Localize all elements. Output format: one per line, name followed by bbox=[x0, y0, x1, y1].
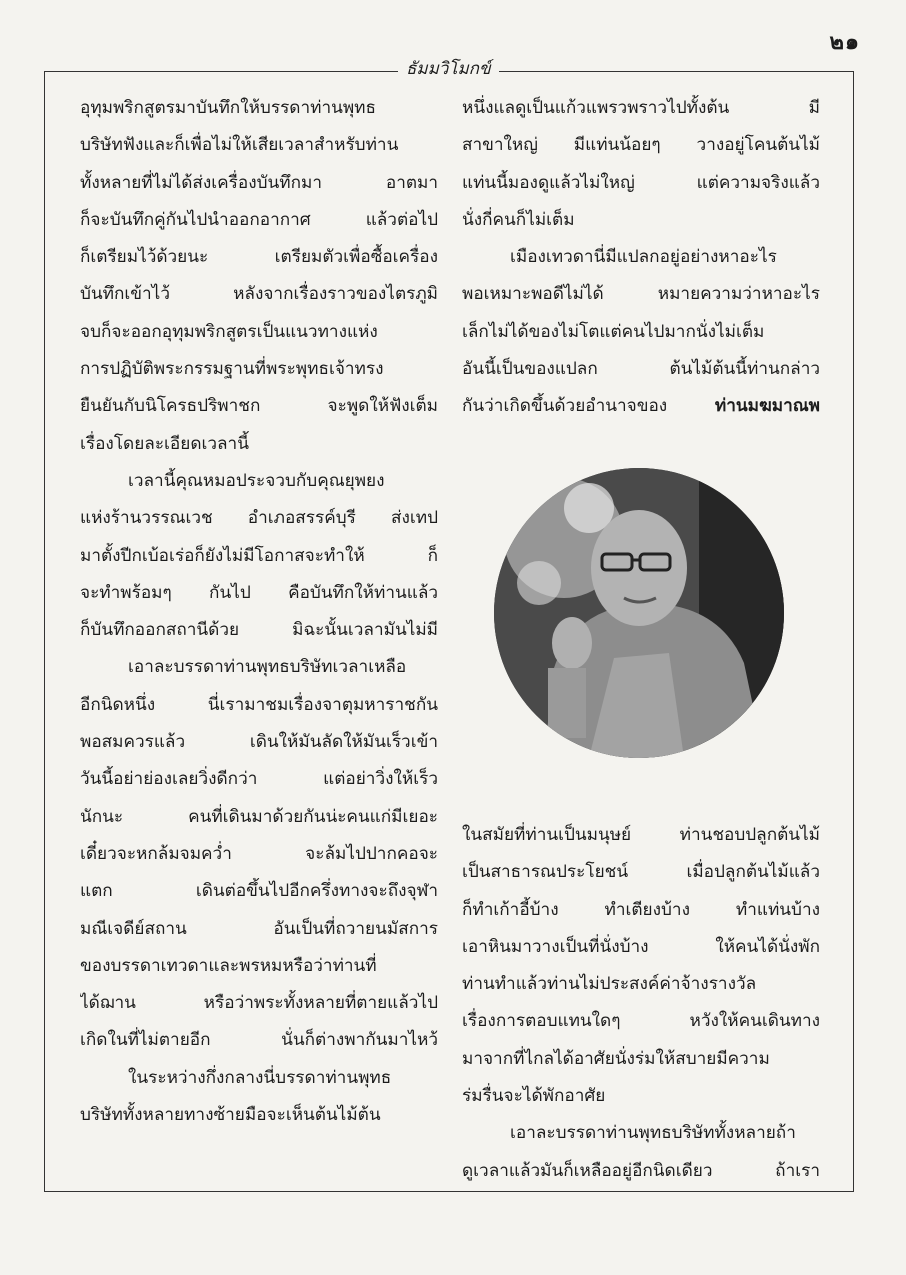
portrait-photo-illustration bbox=[494, 468, 784, 758]
text-line: แห่งร้านวรรณเวช อำเภอสรรค์บุรี ส่งเทป bbox=[80, 508, 438, 529]
text-line: การปฏิบัติพระกรรมฐานที่พระพุทธเจ้าทรง bbox=[80, 359, 384, 380]
text-line: นั่งกี่คนก็ไม่เต็ม bbox=[462, 209, 575, 230]
text-line: ดูเวลาแล้วมันก็เหลืออยู่อีกนิดเดียว ถ้าเรา bbox=[462, 1160, 820, 1181]
text-line-start: กันว่าเกิดขึ้นด้วยอำนาจของ bbox=[462, 396, 668, 417]
text-line: เกิดในที่ไม่ตายอีก นั่นก็ต่างพากันมาไหว้ bbox=[80, 1030, 438, 1051]
text-line: นักนะ คนที่เดินมาด้วยกันน่ะคนแก่มีเยอะ bbox=[80, 806, 438, 827]
text-line: ก็ทำเก้าอี้บ้าง ทำเตียงบ้าง ทำแท่นบ้าง bbox=[462, 899, 820, 920]
text-line: อันนี้เป็นของแปลก ต้นไม้ต้นนี้ท่านกล่าว bbox=[462, 359, 820, 380]
text-line: เรื่องการตอบแทนใดๆ หวังให้คนเดินทาง bbox=[462, 1011, 820, 1032]
text-line: มาจากที่ไกลได้อาศัยนั่งร่มให้สบายมีความ bbox=[462, 1048, 770, 1069]
text-line: มาตั้งปีกเบ้อเร่อก็ยังไม่มีโอกาสจะทำให้ ก็ bbox=[80, 545, 438, 566]
text-line: จบก็จะออกอุทุมพริกสูตรเป็นแนวทางแห่ง bbox=[80, 321, 378, 342]
bold-name: ท่านมฆมาณพ bbox=[714, 396, 820, 417]
text-line: ร่มรื่นจะได้พักอาศัย bbox=[462, 1086, 606, 1107]
text-line: เล็กไม่ได้ของไม่โตแต่คนไปมากนั่งไม่เต็ม bbox=[462, 321, 765, 342]
text-line: ได้ฌาน หรือว่าพระทั้งหลายที่ตายแล้วไป bbox=[80, 993, 438, 1014]
text-line: ท่านทำแล้วท่านไม่ประสงค์ค่าจ้างรางวัล bbox=[462, 974, 757, 995]
text-line: แตก เดินต่อขึ้นไปอีกครึ่งทางจะถึงจุฬา bbox=[80, 881, 438, 902]
portrait-photo bbox=[494, 468, 784, 758]
left-column bbox=[80, 90, 438, 1134]
text-line: สาขาใหญ่ มีแท่นน้อยๆ วางอยู่โคนต้นไม้ bbox=[462, 135, 820, 156]
text-line: บันทึกเข้าไว้ หลังจากเรื่องราวของไตรภูมิ bbox=[80, 284, 438, 305]
paragraph-start-line: เอาละบรรดาท่านพุทธบริษัททั้งหลายถ้า bbox=[510, 1123, 796, 1144]
paragraph-start-line: เวลานี้คุณหมอประจวบกับคุณยุพยง bbox=[128, 470, 385, 491]
text-line: เรื่องโดยละเอียดเวลานี้ bbox=[80, 433, 249, 454]
text-line: หนึ่งแลดูเป็นแก้วแพรวพราวไปทั้งต้น มี bbox=[462, 98, 820, 118]
text-line: ทั้งหลายที่ไม่ได้ส่งเครื่องบันทึกมา อาตมา bbox=[80, 172, 438, 193]
text-line: แท่นนี้มองดูแล้วไม่ใหญ่ แต่ความจริงแล้ว bbox=[462, 172, 820, 193]
right-column-bottom bbox=[462, 817, 820, 1190]
text-line: ก็เตรียมไว้ด้วยนะ เตรียมตัวเพื่อซื้อเครื่อง bbox=[80, 247, 438, 268]
text-line: บริษัททั้งหลายทางซ้ายมือจะเห็นต้นไม้ต้น bbox=[80, 1105, 381, 1126]
text-line: ก็จะบันทึกคู่กันไปนำออกอากาศ แล้วต่อไป bbox=[80, 209, 438, 230]
text-line: บริษัทฟังและก็เพื่อไม่ให้เสียเวลาสำหรับท่าน bbox=[80, 135, 399, 156]
text-line: จะทำพร้อมๆ กันไป คือบันทึกให้ท่านแล้ว bbox=[80, 582, 438, 603]
text-line: ในสมัยที่ท่านเป็นมนุษย์ ท่านชอบปลูกต้นไม้ bbox=[462, 825, 820, 845]
text-line: พอสมควรแล้ว เดินให้มันลัดให้มันเร็วเข้า bbox=[80, 732, 438, 753]
text-line: ยืนยันกับนิโครธปริพาชก จะพูดให้ฟังเต็ม bbox=[80, 396, 438, 417]
text-line-with-bold bbox=[462, 388, 820, 425]
text-line: ของบรรดาเทวดาและพรหมหรือว่าท่านที่ bbox=[80, 955, 377, 976]
text-line: วันนี้อย่าย่องเลยวิ่งดีกว่า แต่อย่าวิ่งให้เร็ว bbox=[80, 769, 438, 790]
text-line: อุทุมพริกสูตรมาบันทึกให้บรรดาท่านพุทธ bbox=[80, 98, 376, 118]
text-line: เอาหินมาวางเป็นที่นั่งบ้าง ให้คนได้นั่งพัก bbox=[462, 936, 820, 957]
page-number: ๒๑ bbox=[829, 29, 860, 55]
paragraph-start-line: ในระหว่างกึ่งกลางนี่บรรดาท่านพุทธ bbox=[128, 1067, 392, 1088]
paragraph-start-line: เมืองเทวดานี่มีแปลกอยู่อย่างหาอะไร bbox=[510, 247, 777, 268]
text-line: ก็บันทึกออกสถานีด้วย มิฉะนั้นเวลามันไม่มี bbox=[80, 620, 438, 641]
right-column-top bbox=[462, 90, 820, 426]
text-line: อีกนิดหนึ่ง นี่เรามาชมเรื่องจาตุมหาราชกัน bbox=[80, 694, 438, 715]
text-line: เป็นสาธารณประโยชน์ เมื่อปลูกต้นไม้แล้ว bbox=[462, 862, 820, 883]
text-line: มณีเจดีย์สถาน อันเป็นที่ถวายนมัสการ bbox=[80, 918, 438, 939]
text-line: เดี๋ยวจะหกล้มจมคว่ำ จะล้มไปปากคอจะ bbox=[80, 843, 438, 864]
running-header: ธัมมวิโมกข์ bbox=[398, 56, 499, 82]
text-line: พอเหมาะพอดีไม่ได้ หมายความว่าหาอะไร bbox=[462, 284, 820, 305]
paragraph-start-line: เอาละบรรดาท่านพุทธบริษัทเวลาเหลือ bbox=[128, 657, 407, 678]
